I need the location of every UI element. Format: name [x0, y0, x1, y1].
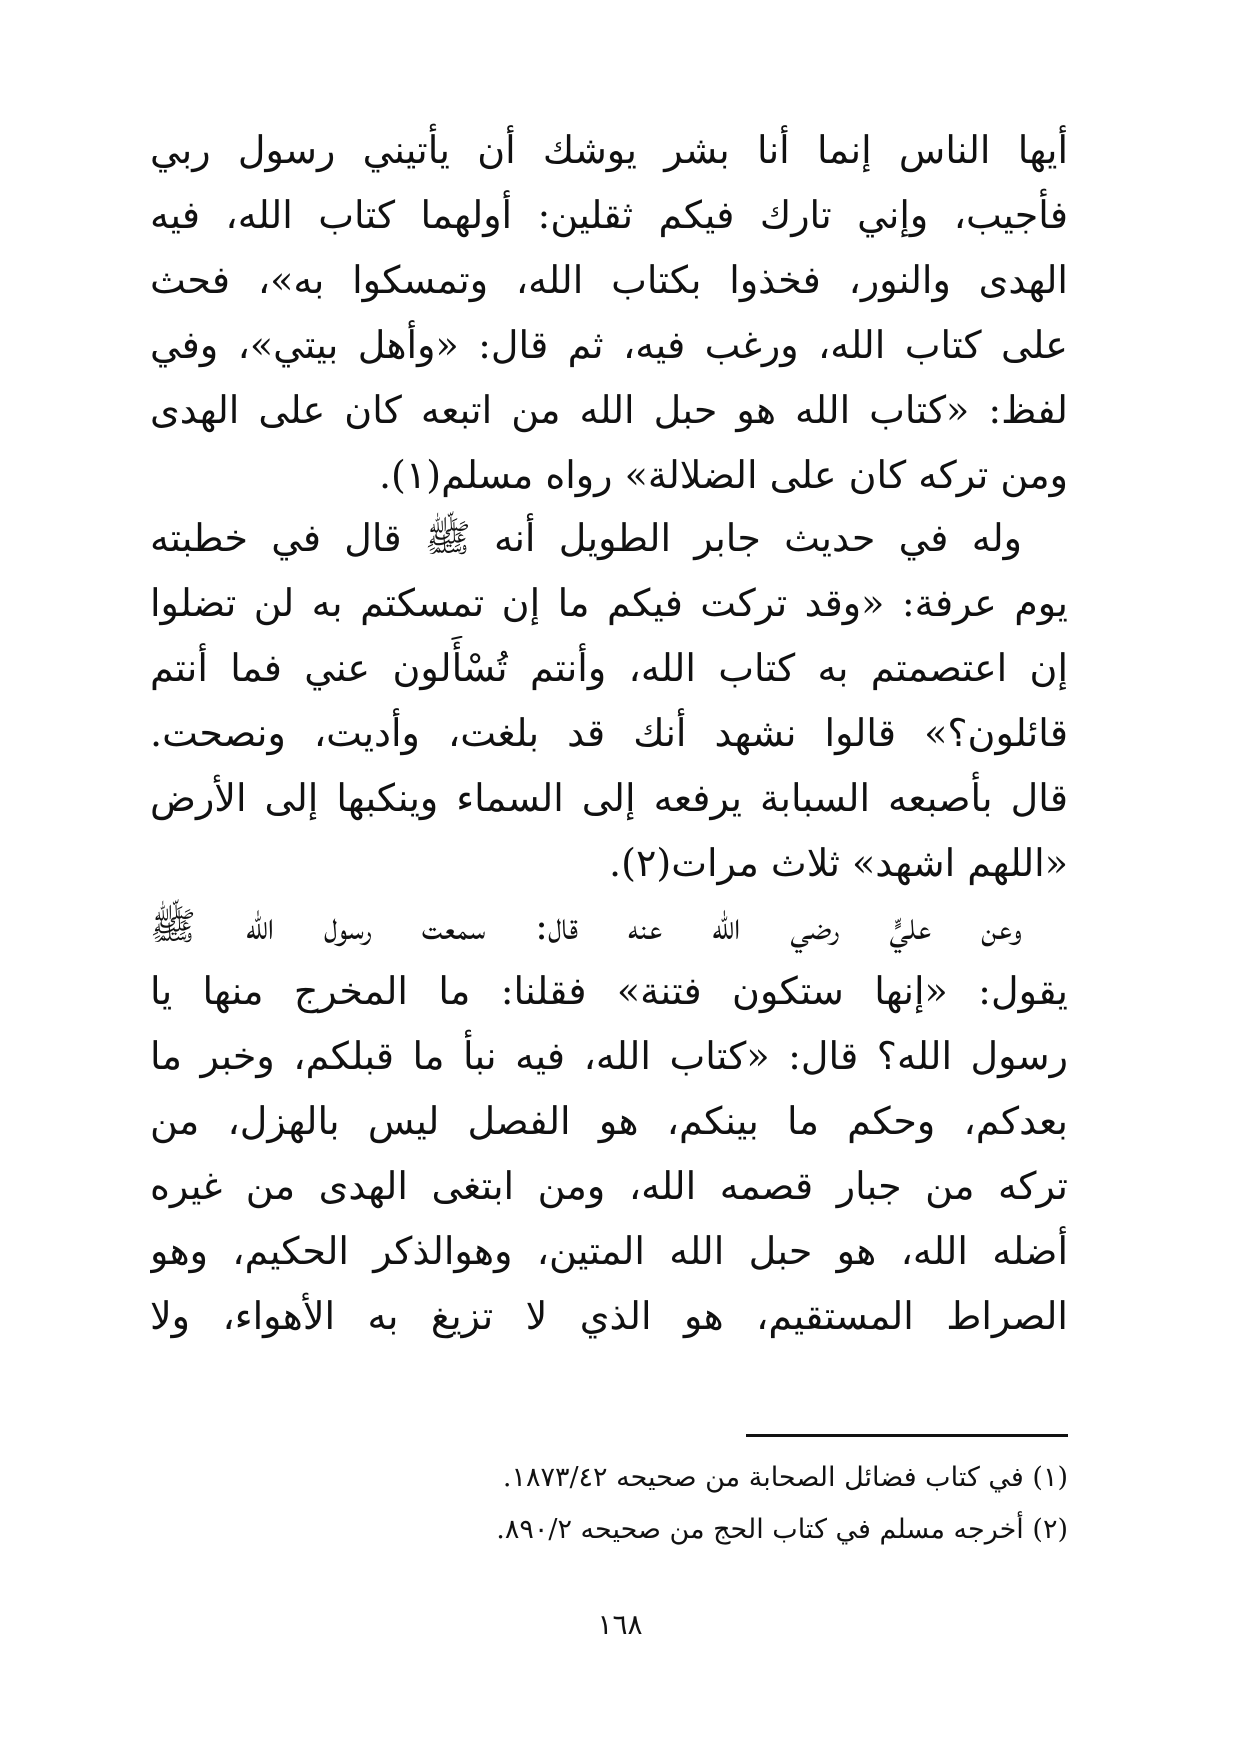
- text-line: أيها الناس إنما أنا بشر يوشك أن يأتيني رسول ربي: [150, 128, 1068, 172]
- text-line: على كتاب الله، ورغب فيه، ثم قال: «وأهل بيتي»، وفي: [150, 323, 1068, 367]
- text-line: ومن تركه كان على الضلالة» رواه مسلم(١).: [378, 453, 1068, 497]
- text-line: وله في حديث جابر الطويل أنه ﷺ قال في خطبته: [150, 516, 1022, 560]
- footnote-separator: [746, 1434, 1068, 1437]
- text-line: قال بأصبعه السبابة يرفعه إلى السماء وينكبها إلى الأرض: [150, 776, 1068, 820]
- footnote-2: (٢) أخرجه مسلم في كتاب الحج من صحيحه ٨٩٠/٢.: [496, 1514, 1068, 1545]
- text-line: بعدكم، وحكم ما بينكم، هو الفصل ليس بالهزل، من: [150, 1099, 1068, 1143]
- paragraph-3: [150, 894, 1068, 1349]
- text-line: قائلون؟» قالوا نشهد أنك قد بلغت، وأديت، ونصحت.: [150, 711, 1068, 755]
- text-line: إن اعتصمتم به كتاب الله، وأنتم تُسْأَلون عني فما أنتم: [150, 646, 1068, 690]
- text-line: الهدى والنور، فخذوا بكتاب الله، وتمسكوا به»، فحث: [150, 258, 1068, 302]
- text-line: تركه من جبار قصمه الله، ومن ابتغى الهدى من غيره: [150, 1164, 1068, 1208]
- page-number: ١٦٨: [597, 1608, 643, 1641]
- paragraph-1: [150, 118, 1068, 508]
- text-line: الصراط المستقيم، هو الذي لا تزيغ به الأهواء، ولا: [150, 1294, 1068, 1338]
- text-line: أضله الله، هو حبل الله المتين، وهوالذكر الحكيم، وهو: [150, 1229, 1068, 1273]
- text-line: لفظ: «كتاب الله هو حبل الله من اتبعه كان على الهدى: [150, 388, 1068, 432]
- text-line: «اللهم اشهد» ثلاث مرات(٢).: [609, 841, 1068, 885]
- paragraph-2: [150, 506, 1068, 896]
- footnote-1: (١) في كتاب فضائل الصحابة من صحيحه ١٨٧٣/٤٢.: [502, 1462, 1068, 1493]
- text-line: يوم عرفة: «وقد تركت فيكم ما إن تمسكتم به لن تضلوا: [150, 581, 1068, 625]
- text-line: يقول: «إنها ستكون فتنة» فقلنا: ما المخرج منها يا: [150, 969, 1068, 1013]
- text-line: وعن عليٍّ رضي الله عنه قال: سمعت رسول الله ﷺ: [150, 904, 1022, 948]
- text-line: رسول الله؟ قال: «كتاب الله، فيه نبأ ما قبلكم، وخبر ما: [150, 1034, 1068, 1078]
- footnotes: [300, 1452, 1068, 1556]
- text-line: فأجيب، وإني تارك فيكم ثقلين: أولهما كتاب الله، فيه: [150, 193, 1068, 237]
